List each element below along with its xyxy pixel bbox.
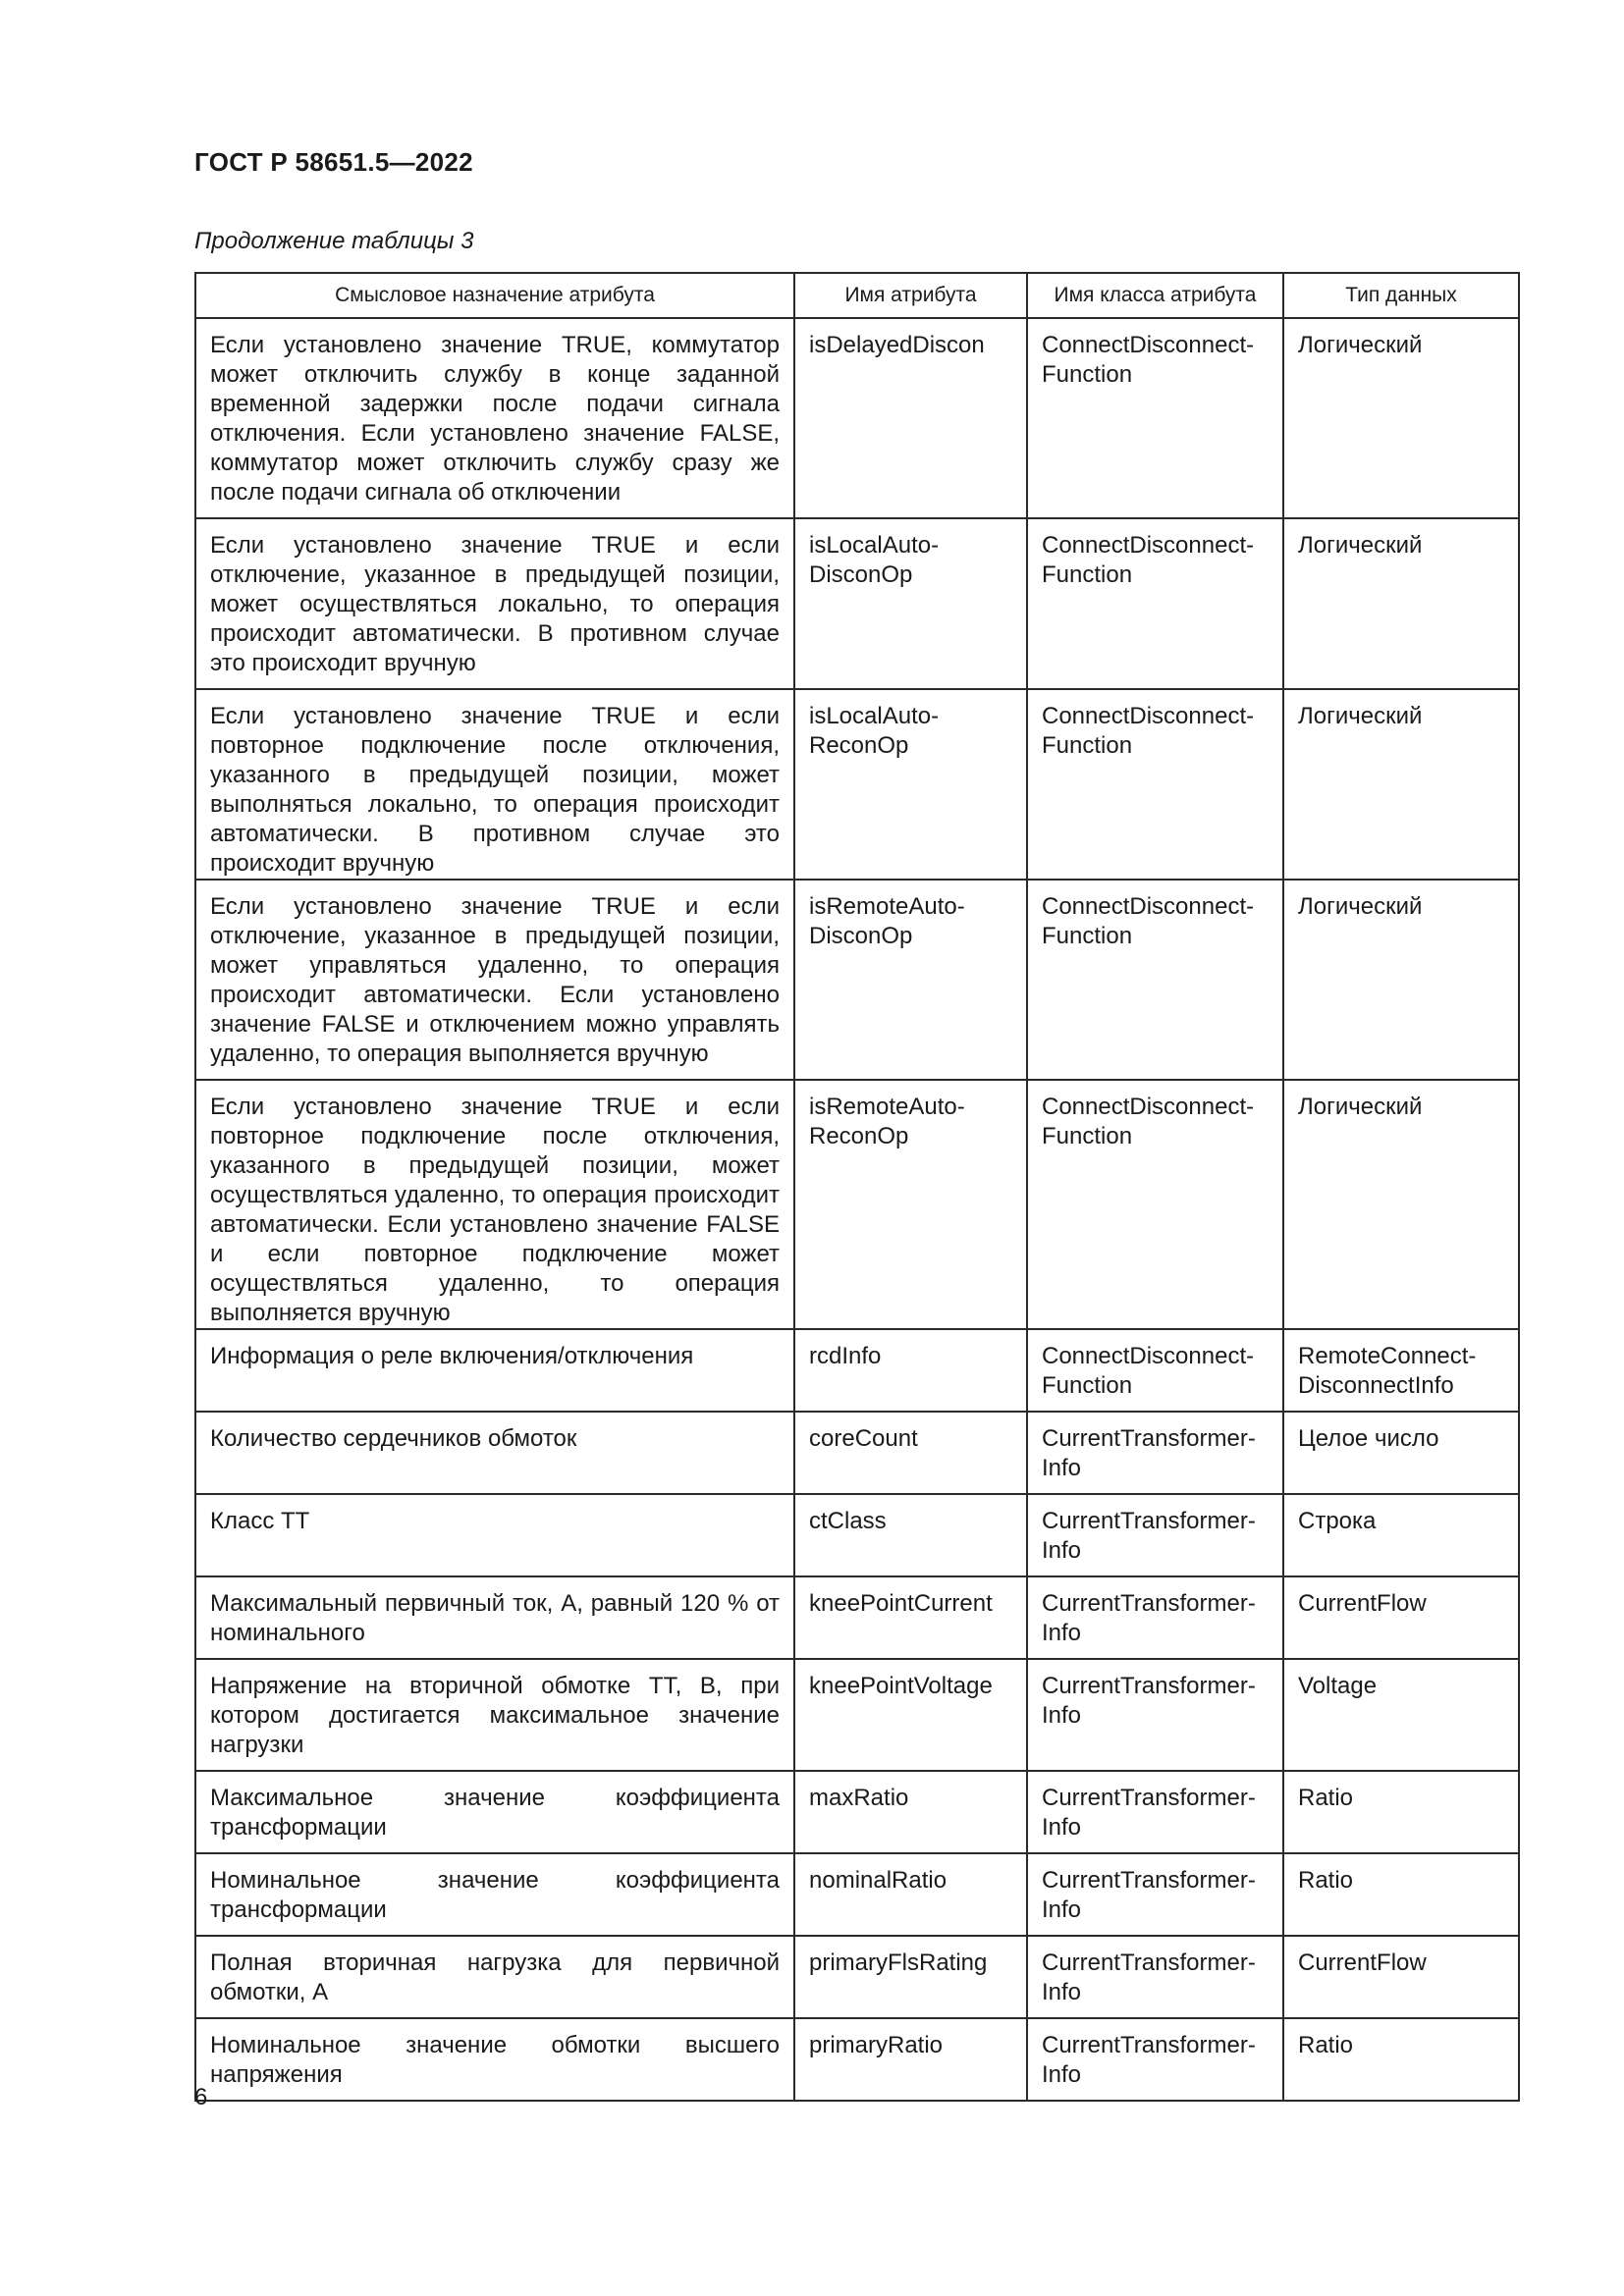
cell-meaning: Напряжение на вторичной обмотке ТТ, В, при котором достигается максимальное значение нагрузки [195,1659,794,1771]
cell-attribute-name: isRemoteAuto-DisconOp [794,880,1027,1080]
table-row [195,1936,1519,2018]
cell-attribute-class: CurrentTransformer-Info [1027,1771,1283,1853]
cell-attribute-class: CurrentTransformer-Info [1027,1853,1283,1936]
cell-attribute-name: isRemoteAuto-ReconOp [794,1080,1027,1329]
cell-attribute-name: isLocalAuto-ReconOp [794,689,1027,880]
cell-meaning: Количество сердечников обмоток [195,1412,794,1494]
cell-meaning: Максимальный первичный ток, А, равный 120 % от номинального [195,1576,794,1659]
cell-meaning: Номинальное значение обмотки высшего напряжения [195,2018,794,2101]
cell-attribute-class: ConnectDisconnect-Function [1027,880,1283,1080]
cell-attribute-class: CurrentTransformer-Info [1027,1936,1283,2018]
cell-data-type: Логический [1283,880,1519,1080]
cell-attribute-name: primaryFlsRating [794,1936,1027,2018]
table-row [195,689,1519,880]
cell-meaning: Класс ТТ [195,1494,794,1576]
table-row [195,1659,1519,1771]
cell-attribute-class: ConnectDisconnect-Function [1027,1080,1283,1329]
cell-meaning: Максимальное значение коэффициента трансформации [195,1771,794,1853]
cell-data-type: Ratio [1283,1771,1519,1853]
cell-attribute-class: CurrentTransformer-Info [1027,1659,1283,1771]
cell-meaning: Если установлено значение TRUE и если повторное подключение после отключения, указанного в предыдущей позиции, может выполняться локально, то операция происходит автоматически. В противном случае это происходит вручную [195,689,794,880]
table-row [195,1412,1519,1494]
cell-meaning: Полная вторичная нагрузка для первичной обмотки, А [195,1936,794,2018]
cell-attribute-class: CurrentTransformer-Info [1027,1494,1283,1576]
cell-attribute-name: maxRatio [794,1771,1027,1853]
cell-data-type: Строка [1283,1494,1519,1576]
column-header-attribute-class: Имя класса атрибута [1027,273,1283,318]
page-number: 6 [194,2084,208,2110]
cell-attribute-name: coreCount [794,1412,1027,1494]
document-header: ГОСТ Р 58651.5—2022 [194,147,473,177]
attributes-table [194,272,1520,2102]
cell-meaning: Информация о реле включения/отключения [195,1329,794,1412]
cell-attribute-class: ConnectDisconnect-Function [1027,318,1283,518]
column-header-attribute-name: Имя атрибута [794,273,1027,318]
cell-data-type: Логический [1283,318,1519,518]
cell-attribute-name: kneePointCurrent [794,1576,1027,1659]
table-row [195,1771,1519,1853]
cell-attribute-class: CurrentTransformer-Info [1027,1412,1283,1494]
cell-meaning: Номинальное значение коэффициента трансформации [195,1853,794,1936]
table-row [195,1494,1519,1576]
table-row [195,880,1519,1080]
cell-meaning: Если установлено значение TRUE, коммутатор может отключить службу в конце заданной временной задержки после подачи сигнала отключения. Если установлено значение FALSE, коммутатор может отключить службу сразу же после подачи сигнала об отключении [195,318,794,518]
table-header-row [195,273,1519,318]
cell-attribute-name: nominalRatio [794,1853,1027,1936]
cell-attribute-name: ctClass [794,1494,1027,1576]
table-row [195,1080,1519,1329]
cell-meaning: Если установлено значение TRUE и если повторное подключение после отключения, указанного в предыдущей позиции, может осуществляться удаленно, то операция происходит автоматически. Если установлено значение FALSE и если повторное подключение может осуществляться удаленно, то операция выполняется вручную [195,1080,794,1329]
table-row [195,1853,1519,1936]
table-body [195,318,1519,2101]
cell-data-type: Voltage [1283,1659,1519,1771]
cell-attribute-name: primaryRatio [794,2018,1027,2101]
cell-data-type: Логический [1283,518,1519,689]
cell-attribute-name: isLocalAuto-DisconOp [794,518,1027,689]
column-header-data-type: Тип данных [1283,273,1519,318]
cell-attribute-class: ConnectDisconnect-Function [1027,1329,1283,1412]
cell-attribute-class: ConnectDisconnect-Function [1027,689,1283,880]
cell-meaning: Если установлено значение TRUE и если отключение, указанное в предыдущей позиции, может управляться удаленно, то операция происходит автоматически. Если установлено значение FALSE и отключением можно управлять удаленно, то операция выполняется вручную [195,880,794,1080]
cell-data-type: CurrentFlow [1283,1576,1519,1659]
table-row [195,1329,1519,1412]
cell-data-type: Ratio [1283,2018,1519,2101]
cell-data-type: RemoteConnect-DisconnectInfo [1283,1329,1519,1412]
table-row [195,2018,1519,2101]
table-row [195,1576,1519,1659]
table-caption: Продолжение таблицы 3 [194,228,474,254]
cell-attribute-class: ConnectDisconnect-Function [1027,518,1283,689]
cell-attribute-name: rcdInfo [794,1329,1027,1412]
cell-attribute-name: kneePointVoltage [794,1659,1027,1771]
column-header-meaning: Смысловое назначение атрибута [195,273,794,318]
cell-data-type: Ratio [1283,1853,1519,1936]
cell-attribute-class: CurrentTransformer-Info [1027,2018,1283,2101]
cell-attribute-class: CurrentTransformer-Info [1027,1576,1283,1659]
cell-attribute-name: isDelayedDiscon [794,318,1027,518]
table-row [195,318,1519,518]
cell-data-type: Логический [1283,1080,1519,1329]
table-row [195,518,1519,689]
cell-data-type: Целое число [1283,1412,1519,1494]
cell-data-type: Логический [1283,689,1519,880]
cell-meaning: Если установлено значение TRUE и если отключение, указанное в предыдущей позиции, может осуществляться локально, то операция происходит автоматически. В противном случае это происходит вручную [195,518,794,689]
cell-data-type: CurrentFlow [1283,1936,1519,2018]
